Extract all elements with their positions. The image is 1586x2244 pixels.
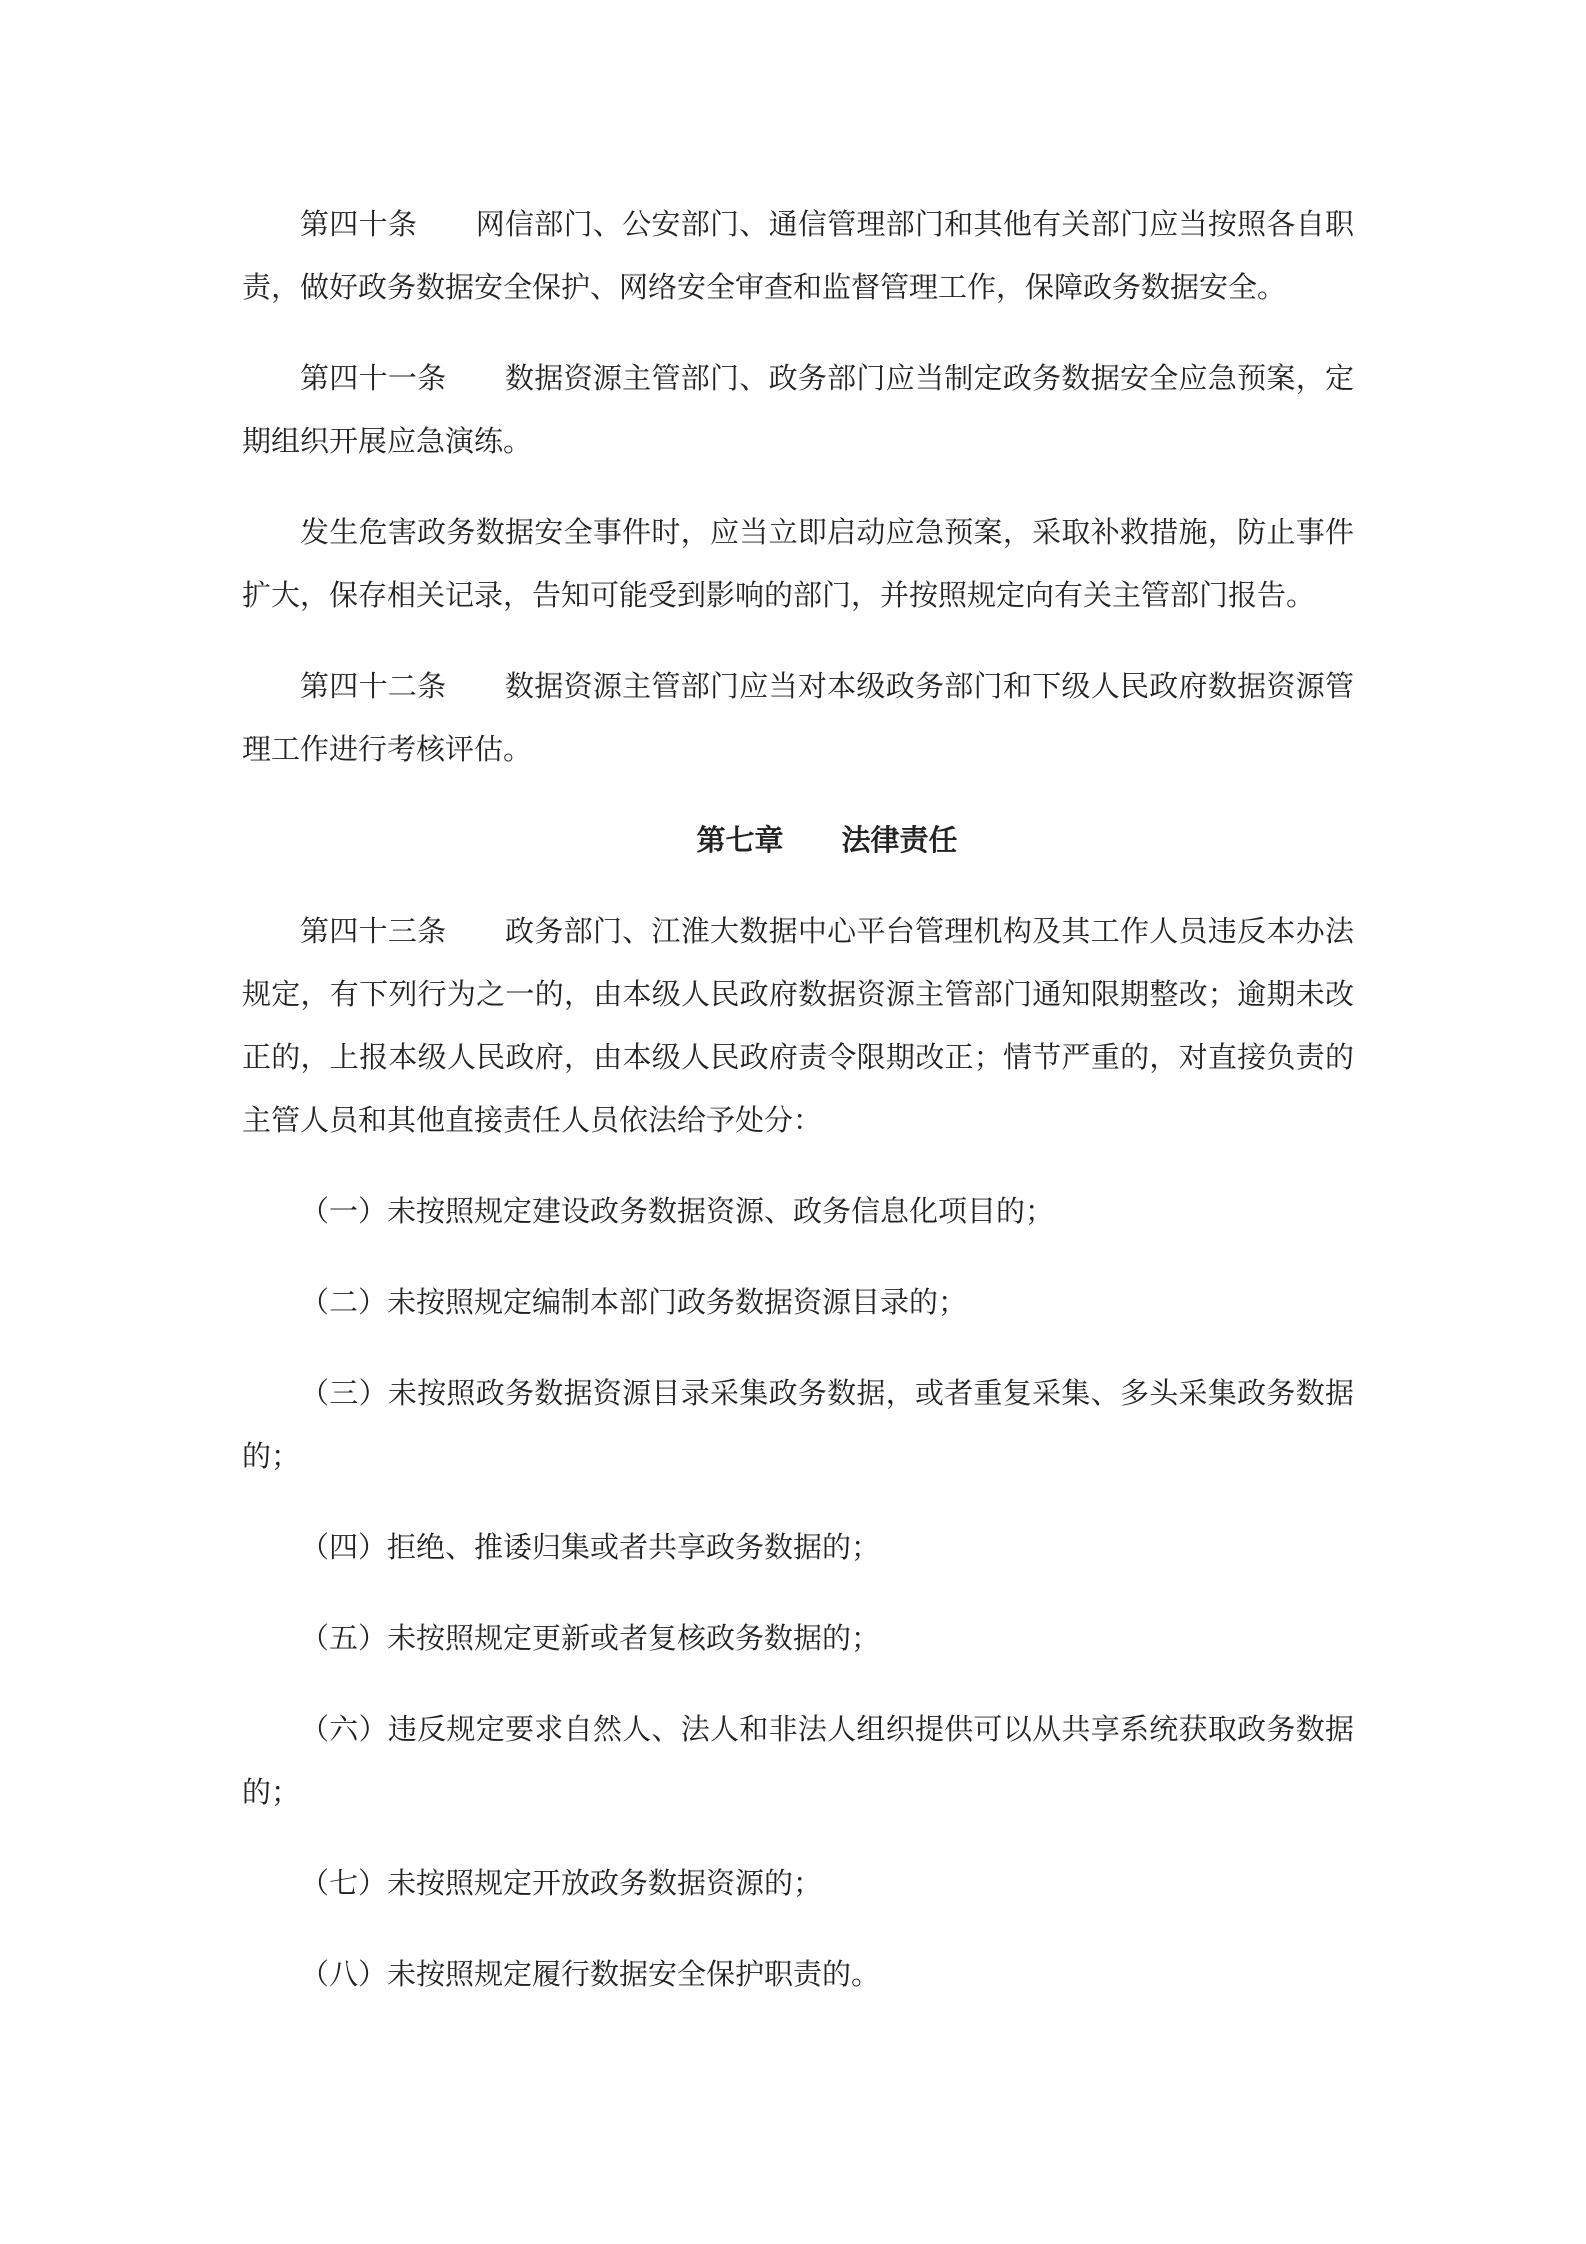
text-line: 理工作进行考核评估。 — [242, 734, 533, 766]
paragraph — [242, 656, 1354, 782]
text-line: 的； — [242, 1777, 301, 1809]
text-line: 第四十一条 数据资源主管部门、政务部门应当制定政务数据安全应急预案，定 — [300, 363, 1354, 395]
section-articles-40-42 — [242, 194, 1354, 782]
paragraph — [242, 1363, 1354, 1489]
text-line: （三）未按照政务数据资源目录采集政务数据，或者重复采集、多头采集政务数据 — [300, 1378, 1354, 1410]
paragraph — [242, 1517, 1354, 1580]
paragraph — [242, 1944, 1354, 2007]
paragraph — [242, 1608, 1354, 1671]
text-line: （七）未按照规定开放政务数据资源的； — [300, 1868, 823, 1900]
text-line: 期组织开展应急演练。 — [242, 426, 533, 458]
paragraph — [242, 348, 1354, 474]
text-line: （六）违反规定要求自然人、法人和非法人组织提供可以从共享系统获取政务数据 — [300, 1714, 1354, 1746]
paragraph — [242, 1272, 1354, 1335]
text-line: 第四十三条 政务部门、江淮大数据中心平台管理机构及其工作人员违反本办法 — [300, 916, 1354, 948]
paragraph — [242, 1699, 1354, 1825]
text-line: （二）未按照规定编制本部门政务数据资源目录的； — [300, 1287, 968, 1319]
text-line: 规定，有下列行为之一的，由本级人民政府数据资源主管部门通知限期整改；逾期未改 — [242, 979, 1354, 1011]
paragraph — [242, 901, 1354, 1153]
text-line: 第四十条 网信部门、公安部门、通信管理部门和其他有关部门应当按照各自职 — [300, 209, 1354, 241]
text-line: （四）拒绝、推诿归集或者共享政务数据的； — [300, 1532, 881, 1564]
text-line: 发生危害政务数据安全事件时，应当立即启动应急预案，采取补救措施，防止事件 — [300, 517, 1354, 549]
document-page — [242, 194, 1354, 2035]
text-line: 正的，上报本级人民政府，由本级人民政府责令限期改正；情节严重的，对直接负责的 — [242, 1042, 1354, 1074]
text-line: 第四十二条 数据资源主管部门应当对本级政务部门和下级人民政府数据资源管 — [300, 671, 1354, 703]
text-line: 扩大，保存相关记录，告知可能受到影响的部门，并按照规定向有关主管部门报告。 — [242, 580, 1316, 612]
text-line: （一）未按照规定建设政务数据资源、政务信息化项目的； — [300, 1196, 1055, 1228]
text-line: 的； — [242, 1441, 301, 1473]
section-article-43 — [242, 901, 1354, 2007]
paragraph — [242, 194, 1354, 320]
paragraph — [242, 502, 1354, 628]
paragraph — [242, 1181, 1354, 1244]
text-line: （五）未按照规定更新或者复核政务数据的； — [300, 1623, 881, 1655]
chapter-heading: 第七章 法律责任 — [696, 825, 958, 857]
paragraph — [242, 1853, 1354, 1916]
text-line: （八）未按照规定履行数据安全保护职责的。 — [300, 1959, 881, 1991]
text-line: 主管人员和其他直接责任人员依法给予处分： — [242, 1105, 823, 1137]
text-line: 责，做好政务数据安全保护、网络安全审查和监督管理工作，保障政务数据安全。 — [242, 272, 1287, 304]
